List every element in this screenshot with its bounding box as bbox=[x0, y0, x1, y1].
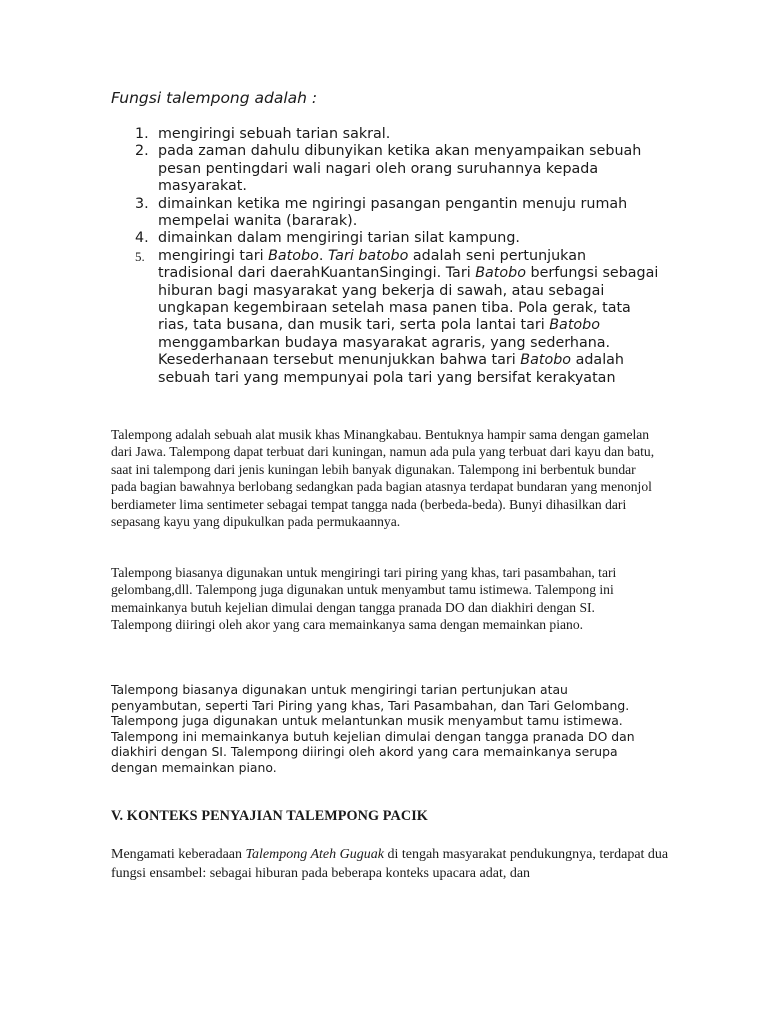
paragraph-talempong-usage-revised: Talempong biasanya digunakan untuk mengiringi tarian pertunjukan atau penyambutan, seperti Tari Piring yang khas, Tari Pasambahan, dan Tari Gelombang. Talempong juga digunakan untuk melantunkan musik menyambut tamu istimewa. Talempong ini memainkanya butuh kejelian dimulai dengan tangga pranada DO dan diakhiri dengan SI. Talempong diiringi oleh akord yang cara memainkanya serupa dengan memainkan piano. bbox=[111, 682, 635, 775]
list-item bbox=[135, 248, 660, 387]
list-item-text: mengiringi sebuah tarian sakral. bbox=[158, 126, 391, 142]
list-item-text: dimainkan dalam mengiringi tarian silat kampung. bbox=[158, 230, 520, 247]
list-item bbox=[135, 143, 660, 195]
list-item-text: dimainkan ketika me ngiringi pasangan pengantin menuju rumah mempelai wanita (bararak). bbox=[158, 195, 628, 230]
list-number: 1. bbox=[135, 126, 149, 142]
list-number: 5. bbox=[135, 248, 145, 264]
paragraph-context: Mengamati keberadaan Talempong Ateh Guguak di tengah masyarakat pendukungnya, terdapat dua fungsi ensambel: sebagai hiburan pada beberapa konteks upacara adat, dan bbox=[111, 847, 669, 881]
list-heading: Fungsi talempong adalah : bbox=[111, 89, 318, 107]
section-heading: V. KONTEKS PENYAJIAN TALEMPONG PACIK bbox=[111, 808, 428, 824]
list-item bbox=[135, 196, 660, 231]
list-item-text: mengiringi tari Batobo. Tari batobo adalah seni pertunjukan tradisional dari daerahKuantanSingingi. Tari Batobo berfungsi sebagai hiburan bagi masyarakat yang bekerja di sawah, atau sebagai ungkapan kegembiraan setelah masa panen tiba. Pola gerak, tata rias, tata busana, dan musik tari, serta pola lantai tari Batobo menggambarkan budaya masyarakat agraris, yang sederhana. Kesederhanaan tersebut menunjukkan bahwa tari Batobo adalah sebuah tari yang mempunyai pola tari yang bersifat kerakyatan bbox=[158, 247, 659, 386]
list-number: 3. bbox=[135, 195, 149, 212]
list-number: 4. bbox=[135, 230, 149, 247]
list-item-text: pada zaman dahulu dibunyikan ketika akan menyampaikan sebuah pesan pentingdari wali nagari oleh orang suruhannya kepada masyarakat. bbox=[158, 143, 642, 195]
list-item bbox=[135, 126, 660, 143]
list-item bbox=[135, 230, 660, 247]
functions-list bbox=[135, 126, 660, 387]
paragraph-talempong-usage: Talempong biasanya digunakan untuk mengiringi tari piring yang khas, tari pasambahan, tari gelombang,dll. Talempong juga digunakan untuk menyambut tamu istimewa. Talempong ini memainkanya butuh kejelian dimulai dengan tangga pranada DO dan diakhiri dengan SI. Talempong diiringi oleh akor yang cara memainkanya sama dengan memainkan piano. bbox=[111, 565, 617, 633]
paragraph-talempong-description: Talempong adalah sebuah alat musik khas Minangkabau. Bentuknya hampir sama dengan gamelan dari Jawa. Talempong dapat terbuat dari kuningan, namun ada pula yang terbuat dari kayu dan batu, saat ini talempong dari jenis kuningan lebih banyak digunakan. Talempong ini berbentuk bundar pada bagian bawahnya berlobang sedangkan pada bagian atasnya terdapat bundaran yang menonjol berdiameter lima sentimeter sebagai tempat tangga nada (berbeda-beda). Bunyi dihasilkan dari sepasang kayu yang dipukulkan pada permukaannya. bbox=[111, 427, 655, 530]
list-number: 2. bbox=[135, 143, 149, 160]
